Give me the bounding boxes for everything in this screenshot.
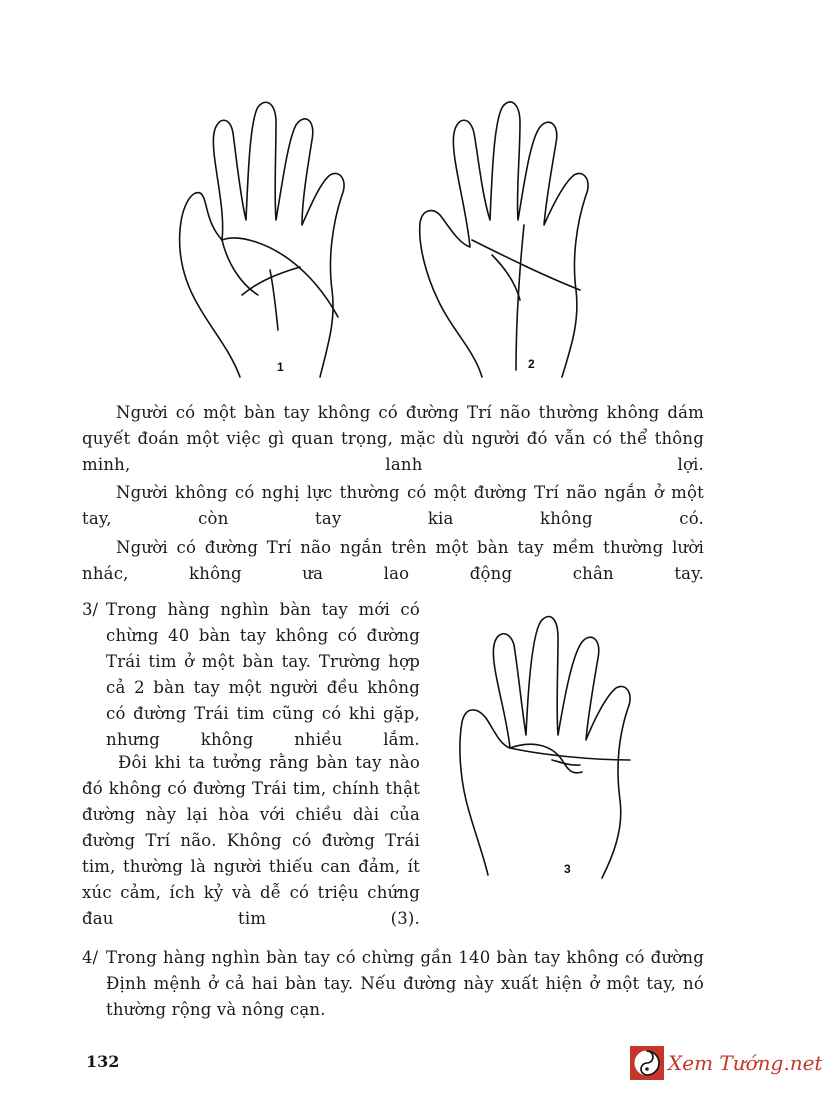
palm-figure-1 [170, 95, 360, 385]
item-4-paragraph: Trong hàng nghìn bàn tay có chừng gần 140 bàn tay không có đường Định mệnh ở cả hai bàn tay. Nếu đường này xuất hiện ở một tay, nó thường rộng và nông cạn. [106, 948, 704, 1019]
item-4-number: 4/ [82, 948, 99, 967]
item-3-paragraph-1: Trong hàng nghìn bàn tay mới có chừng 40 bàn tay không có đường Trái tim ở một bàn tay. Trường hợp cả 2 bàn tay một người đều không có đường Trái tim cũng có khi gặp, nhưng không nhiều lắm. [106, 600, 420, 749]
figure-label-2: 2 [528, 357, 535, 371]
palm-figure-3 [452, 600, 652, 890]
paragraph-3: Người có đường Trí não ngắn trên một bàn tay mềm thường lười nhác, không ưa lao động chân tay. [82, 538, 704, 583]
figure-label-3: 3 [564, 862, 571, 876]
item-3-number: 3/ [82, 600, 99, 619]
page-number: 132 [86, 1052, 120, 1071]
yin-yang-icon [630, 1046, 664, 1080]
figure-label-1: 1 [277, 360, 284, 374]
watermark-text: Xem Tướng.net [668, 1051, 822, 1075]
palm-figure-2 [412, 95, 612, 385]
palm-drawing-2 [412, 95, 612, 385]
item-3-paragraph-2: Đôi khi ta tưởng rằng bàn tay nào đó không có đường Trái tim, chính thật đường này lại hòa với chiều dài của đường Trí não. Không có đường Trái tim, thường là người thiếu can đảm, ít xúc cảm, ích kỷ và dễ có triệu chứng đau tim (3). [82, 753, 420, 928]
watermark-logo [630, 1046, 822, 1080]
palm-drawing-1 [170, 95, 360, 385]
palm-drawing-3 [452, 600, 652, 890]
paragraph-1: Người có một bàn tay không có đường Trí não thường không dám quyết đoán một việc gì quan trọng, mặc dù người đó vẫn có thể thông minh, lanh lợi. [82, 403, 704, 474]
paragraph-2: Người không có nghị lực thường có một đường Trí não ngắn ở một tay, còn tay kia không có. [82, 483, 704, 528]
